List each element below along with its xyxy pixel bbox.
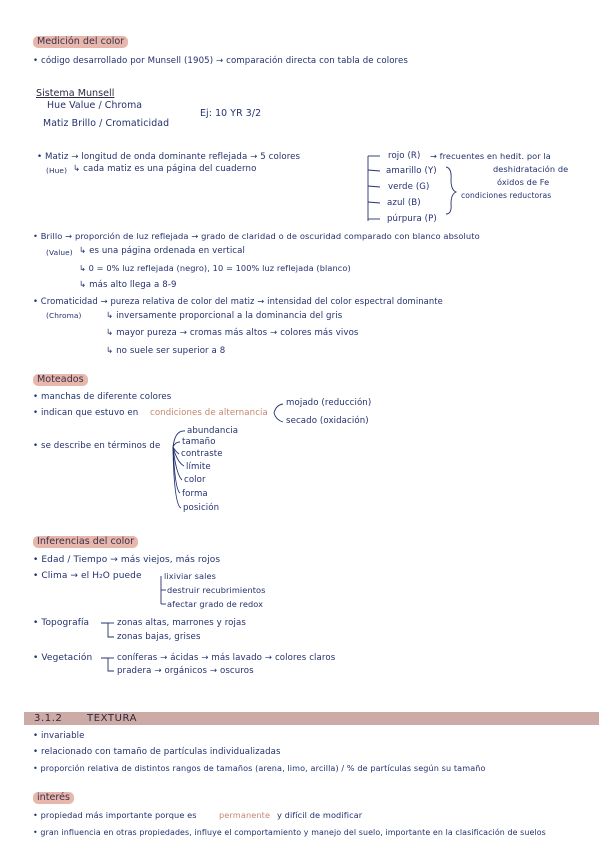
moteados-term-abundancia: abundancia (187, 426, 239, 436)
matiz-color-rojo: rojo (R) (388, 151, 421, 161)
cromaticidad-line-1: ↳ inversamente proporcional a la dominancia del gris (106, 311, 343, 321)
moteados-term-forma: forma (182, 489, 208, 499)
matiz-color-amarillo: amarillo (Y) (386, 166, 437, 176)
textura-title: TEXTURA (87, 713, 138, 724)
matiz-sub: ↳ cada matiz es una página del cuaderno (73, 164, 257, 174)
textura-line-2: • relacionado con tamaño de partículas individualizadas (33, 747, 281, 757)
inferencias-title: Inferencias del color (33, 536, 138, 548)
textura-line-1: • invariable (33, 731, 85, 741)
brillo-line-2: ↳ 0 = 0% luz reflejada (negro), 10 = 100% luz reflejada (blanco) (79, 263, 351, 273)
inferencias-clima-item-2: destruir recubrimientos (167, 585, 266, 595)
interes-line-1c: y difícil de modificar (277, 810, 363, 820)
matiz-sub-label: (Hue) (46, 166, 68, 175)
matiz-note-3: óxidos de Fe (497, 177, 550, 187)
inferencias-veg-item-2: pradera → orgánicos → oscuros (117, 666, 254, 676)
moteados-mojado: mojado (reducción) (286, 398, 372, 408)
brillo-line-3: ↳ más alto llega a 8-9 (79, 280, 177, 290)
brillo-sub-label: (Value) (46, 248, 73, 257)
matiz-note-4: condiciones reductoras (461, 191, 552, 200)
interes-line-1a: • propiedad más importante porque es (33, 810, 197, 820)
inferencias-clima-item-3: afectar grado de redox (167, 599, 264, 609)
cromaticidad-line-3: ↳ no suele ser superior a 8 (106, 346, 226, 356)
inferencias-topografia: • Topografía (33, 618, 90, 628)
inferencias-veg-item-1: coníferas → ácidas → más lavado → colores claros (117, 653, 336, 663)
sistema-matiz-line: Matiz Brillo / Cromaticidad (43, 118, 170, 129)
cromaticidad-sub-label: (Chroma) (46, 311, 82, 320)
interes-line-2: • gran influencia en otras propiedades, influye el comportamiento y manejo del suelo, importante en la clasificación de suelos (33, 828, 546, 837)
sistema-title: Sistema Munsell (36, 88, 115, 99)
cromaticidad-line-2: ↳ mayor pureza → cromas más altos → colores más vivos (106, 328, 359, 338)
inferencias-topo-item-1: zonas altas, marrones y rojas (117, 618, 246, 628)
moteados-title: Moteados (33, 374, 88, 386)
moteados-line-1: • manchas de diferente colores (33, 392, 172, 402)
cromaticidad-main: • Cromaticidad → pureza relativa de color del matiz → intensidad del color espectral dominante (33, 296, 443, 306)
moteados-term-limite: límite (186, 462, 211, 472)
moteados-line-2b: condiciones de alternancia (150, 408, 268, 418)
inferencias-vegetacion: • Vegetación (33, 653, 93, 663)
sistema-hue-line: Hue Value / Chroma (47, 100, 143, 111)
inferencias-topo-item-2: zonas bajas, grises (117, 632, 201, 642)
medicion-line: • código desarrollado por Munsell (1905) → comparación directa con tabla de colores (33, 56, 408, 66)
interes-title: interés (33, 792, 74, 804)
textura-number: 3.1.2 (34, 713, 63, 724)
textura-header-bar (24, 712, 599, 725)
matiz-note-2: deshidratación de (493, 164, 569, 174)
matiz-color-verde: verde (G) (388, 182, 430, 192)
moteados-line-2a: • indican que estuvo en (33, 408, 139, 418)
matiz-note-1: → frecuentes en hedit. por la (430, 151, 551, 161)
moteados-line-3: • se describe en términos de (33, 441, 161, 451)
moteados-term-tamano: tamaño (182, 437, 216, 447)
matiz-main: • Matiz → longitud de onda dominante reflejada → 5 colores (37, 152, 301, 162)
medicion-title: Medición del color (33, 36, 128, 48)
inferencias-clima-item-1: lixiviar sales (164, 571, 217, 581)
moteados-secado: secado (oxidación) (286, 416, 369, 426)
inferencias-edad: • Edad / Tiempo → más viejos, más rojos (33, 555, 221, 565)
moteados-term-color: color (184, 475, 206, 485)
moteados-term-contraste: contraste (181, 449, 223, 459)
matiz-color-purpura: púrpura (P) (387, 214, 437, 224)
inferencias-clima: • Clima → el H₂O puede (33, 571, 142, 581)
moteados-term-posicion: posición (183, 503, 220, 513)
matiz-color-azul: azul (B) (387, 198, 421, 208)
interes-line-1b: permanente (219, 810, 271, 820)
sistema-example: Ej: 10 YR 3/2 (200, 108, 262, 119)
brillo-line-1: ↳ es una página ordenada en vertical (79, 246, 245, 256)
brillo-main: • Brillo → proporción de luz reflejada → grado de claridad o de oscuridad comparado con blanco absoluto (33, 231, 480, 241)
textura-line-3: • proporción relativa de distintos rangos de tamaños (arena, limo, arcilla) / % de partículas según su tamaño (33, 763, 486, 773)
